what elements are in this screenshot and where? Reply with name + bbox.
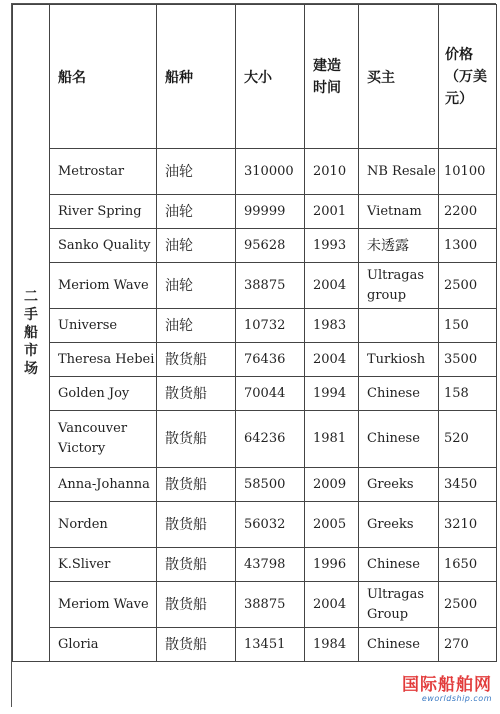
ship-type-cell: 散货船 xyxy=(157,468,236,502)
price-cell: 1300 xyxy=(439,229,497,263)
price-cell: 2200 xyxy=(439,195,497,229)
table-row xyxy=(13,309,497,343)
table-row xyxy=(13,502,497,548)
ship-size-cell: 56032 xyxy=(236,502,305,548)
watermark-logo-text: 国际船舶网 xyxy=(402,675,492,695)
section-label xyxy=(13,288,49,378)
buyer-cell: Chinese xyxy=(359,628,439,662)
ship-name-cell: Norden xyxy=(50,502,157,548)
ship-sales-table-container xyxy=(11,3,496,707)
header-buyer: 买主 xyxy=(359,5,439,149)
build-year-cell: 2009 xyxy=(305,468,359,502)
header-build-year: 建造时间 xyxy=(305,5,359,149)
table-row xyxy=(13,195,497,229)
ship-size-cell: 310000 xyxy=(236,149,305,195)
build-year-cell: 2010 xyxy=(305,149,359,195)
price-cell: 158 xyxy=(439,377,497,411)
ship-name-cell: Golden Joy xyxy=(50,377,157,411)
ship-name-cell: Anna-Johanna xyxy=(50,468,157,502)
buyer-cell: 未透露 xyxy=(359,229,439,263)
build-year-cell: 1993 xyxy=(305,229,359,263)
ship-size-cell: 95628 xyxy=(236,229,305,263)
ship-size-cell: 99999 xyxy=(236,195,305,229)
table-row xyxy=(13,548,497,582)
build-year-cell: 2005 xyxy=(305,502,359,548)
table-row xyxy=(13,377,497,411)
header-ship-name: 船名 xyxy=(50,5,157,149)
ship-type-cell: 油轮 xyxy=(157,195,236,229)
section-label-char: 二 xyxy=(24,289,38,305)
price-cell: 2500 xyxy=(439,263,497,309)
table-row xyxy=(13,343,497,377)
ship-size-cell: 38875 xyxy=(236,263,305,309)
ship-name-cell: River Spring xyxy=(50,195,157,229)
ship-type-cell: 散货船 xyxy=(157,548,236,582)
ship-size-cell: 38875 xyxy=(236,582,305,628)
table-row xyxy=(13,229,497,263)
price-cell: 3500 xyxy=(439,343,497,377)
watermark-url: eworldship.com xyxy=(421,694,492,703)
price-cell: 2500 xyxy=(439,582,497,628)
ship-type-cell: 散货船 xyxy=(157,582,236,628)
buyer-cell: Ultragas group xyxy=(359,263,439,309)
build-year-cell: 1981 xyxy=(305,411,359,468)
buyer-cell: Vietnam xyxy=(359,195,439,229)
buyer-cell: Turkiosh xyxy=(359,343,439,377)
buyer-cell: Chinese xyxy=(359,377,439,411)
buyer-cell: Chinese xyxy=(359,548,439,582)
ship-name-cell: Theresa Hebei xyxy=(50,343,157,377)
buyer-cell: NB Resale xyxy=(359,149,439,195)
section-label-char: 场 xyxy=(24,361,38,377)
table-row xyxy=(13,411,497,468)
ship-name-cell: Vancouver Victory xyxy=(50,411,157,468)
header-ship-type: 船种 xyxy=(157,5,236,149)
ship-name-cell: K.Sliver xyxy=(50,548,157,582)
buyer-cell: Ultragas Group xyxy=(359,582,439,628)
price-cell: 150 xyxy=(439,309,497,343)
build-year-cell: 1983 xyxy=(305,309,359,343)
section-label-cell xyxy=(13,5,50,662)
table-row xyxy=(13,468,497,502)
build-year-cell: 2004 xyxy=(305,343,359,377)
price-cell: 3210 xyxy=(439,502,497,548)
ship-name-cell: Sanko Quality xyxy=(50,229,157,263)
price-cell: 3450 xyxy=(439,468,497,502)
ship-name-cell: Metrostar xyxy=(50,149,157,195)
section-label-char: 手 xyxy=(24,307,38,323)
buyer-cell xyxy=(359,309,439,343)
section-label-char: 市 xyxy=(24,343,38,359)
section-label-char: 船 xyxy=(24,325,38,341)
ship-sales-table xyxy=(12,4,497,662)
ship-type-cell: 油轮 xyxy=(157,149,236,195)
table-row xyxy=(13,628,497,662)
ship-size-cell: 43798 xyxy=(236,548,305,582)
ship-type-cell: 散货船 xyxy=(157,628,236,662)
ship-size-cell: 58500 xyxy=(236,468,305,502)
price-cell: 270 xyxy=(439,628,497,662)
ship-name-cell: Meriom Wave xyxy=(50,582,157,628)
header-ship-size: 大小 xyxy=(236,5,305,149)
buyer-cell: Chinese xyxy=(359,411,439,468)
ship-type-cell: 散货船 xyxy=(157,502,236,548)
price-cell: 520 xyxy=(439,411,497,468)
ship-type-cell: 油轮 xyxy=(157,309,236,343)
build-year-cell: 2004 xyxy=(305,582,359,628)
ship-type-cell: 油轮 xyxy=(157,229,236,263)
buyer-cell: Greeks xyxy=(359,502,439,548)
table-row xyxy=(13,149,497,195)
build-year-cell: 2004 xyxy=(305,263,359,309)
watermark xyxy=(402,676,492,703)
ship-type-cell: 散货船 xyxy=(157,411,236,468)
buyer-cell: Greeks xyxy=(359,468,439,502)
ship-size-cell: 64236 xyxy=(236,411,305,468)
ship-type-cell: 散货船 xyxy=(157,377,236,411)
build-year-cell: 1984 xyxy=(305,628,359,662)
ship-name-cell: Gloria xyxy=(50,628,157,662)
build-year-cell: 1996 xyxy=(305,548,359,582)
header-row xyxy=(13,5,497,149)
table-row xyxy=(13,582,497,628)
ship-name-cell: Meriom Wave xyxy=(50,263,157,309)
price-cell: 10100 xyxy=(439,149,497,195)
header-price: 价格（万美元） xyxy=(439,5,497,149)
ship-name-cell: Universe xyxy=(50,309,157,343)
ship-type-cell: 油轮 xyxy=(157,263,236,309)
build-year-cell: 1994 xyxy=(305,377,359,411)
ship-size-cell: 76436 xyxy=(236,343,305,377)
ship-size-cell: 10732 xyxy=(236,309,305,343)
price-cell: 1650 xyxy=(439,548,497,582)
ship-size-cell: 70044 xyxy=(236,377,305,411)
ship-type-cell: 散货船 xyxy=(157,343,236,377)
ship-size-cell: 13451 xyxy=(236,628,305,662)
table-row xyxy=(13,263,497,309)
build-year-cell: 2001 xyxy=(305,195,359,229)
